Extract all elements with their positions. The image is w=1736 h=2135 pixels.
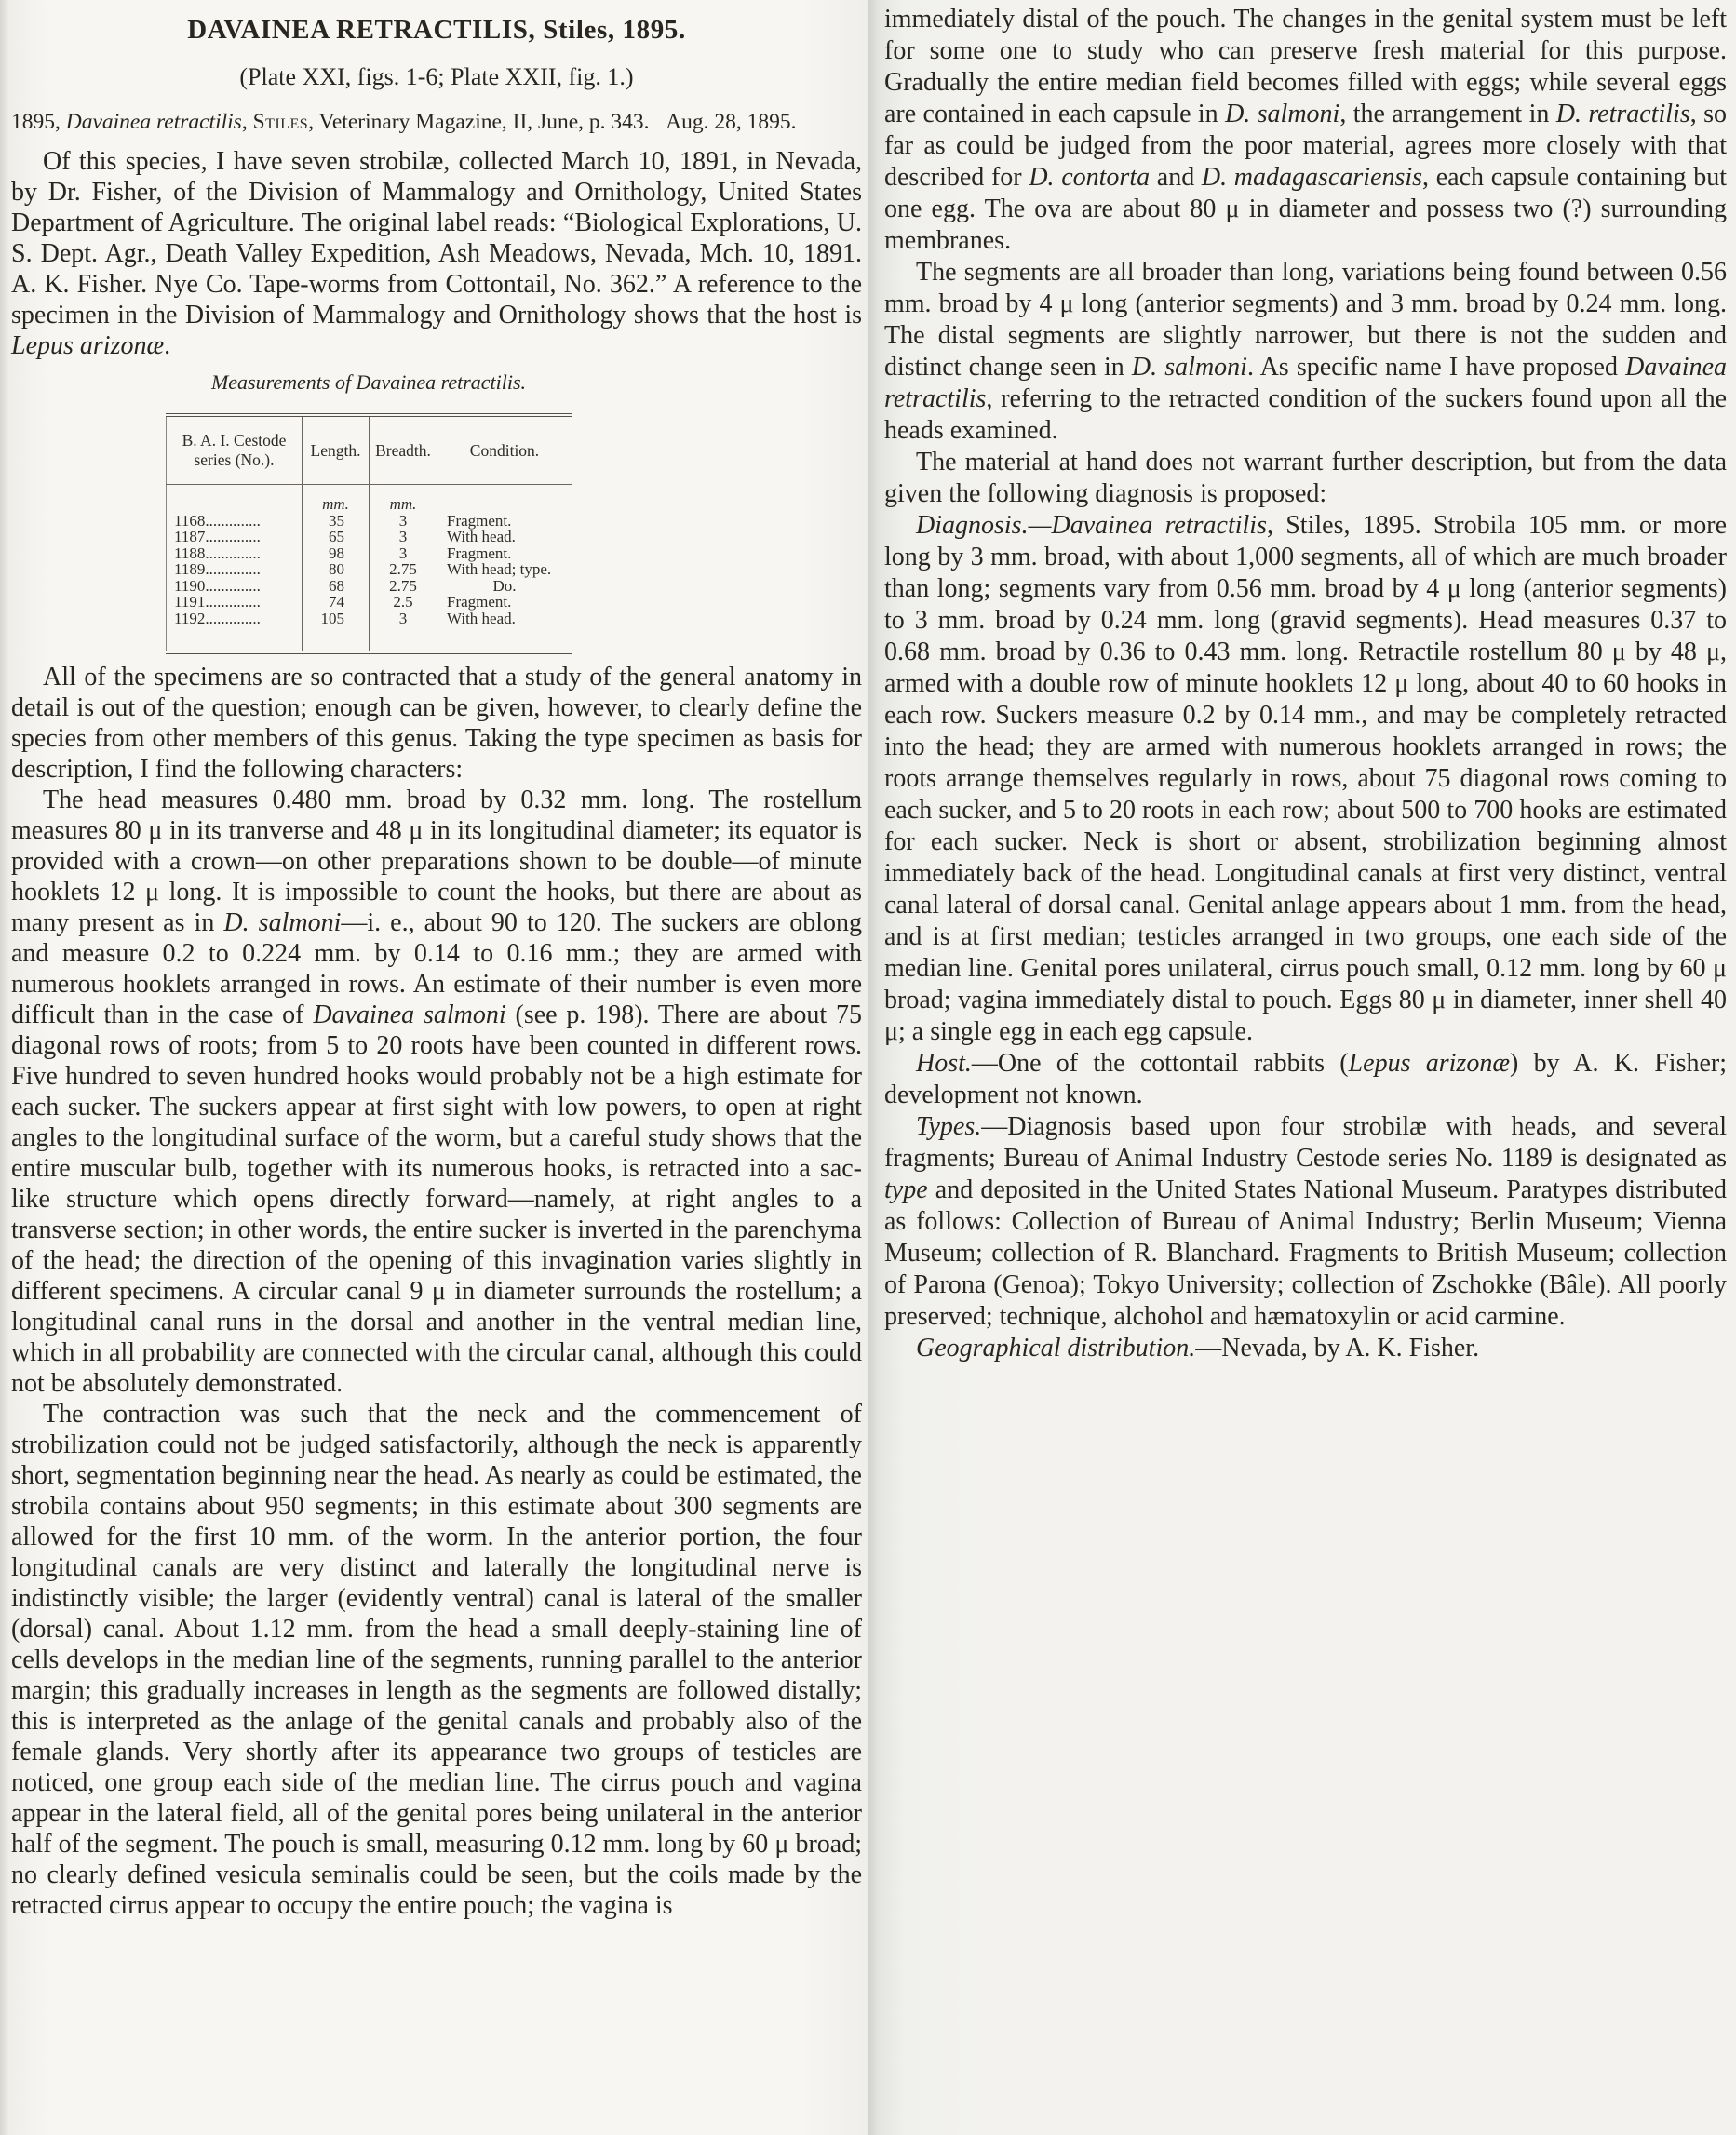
table-cell: 35 bbox=[303, 513, 370, 530]
table-cell: With head; type. bbox=[437, 561, 572, 578]
unit-cell: mm. bbox=[303, 485, 370, 513]
types-paragraph: Types.—Diagnosis based upon four strobilæ with heads, and several fragments; Bureau of Animal Industry Cestode series No. 1189 is designated as type and deposited in the United States National Museum. Paratypes distributed as follows: Collection of Bureau of Animal Industry; Berlin Museum; Vienna Museum; collection of R. Blanchard. Fragments to British Museum; collection of Parona (Genoa); Tokyo University; collection of Zschokke (Bâle). All poorly preserved; technique, alchohol and hæmatoxylin or acid carmine. bbox=[884, 1112, 1727, 1331]
unit-cell bbox=[167, 485, 303, 513]
head-description-paragraph: The head measures 0.480 mm. broad by 0.32 mm. long. The rostellum measures 80 μ in its tranverse and 48 μ in its longitudinal diameter; its equator is provided with a crown—on other preparations shown to be double—of minute hooklets 12 μ long. It is impossible to count the hooks, but there are about as many present as in D. salmoni—i. e., about 90 to 120. The suckers are oblong and measure 0.2 to 0.224 mm. by 0.14 to 0.16 mm.; they are armed with numerous hooklets arranged in rows. An estimate of their number is even more difficult than in the case of Davainea salmoni (see p. 198). There are about 75 diagonal rows of roots; from 5 to 20 roots have been counted in different rows. Five hundred to seven hundred hooks would probably not be a high estimate for each sucker. The suckers appear at first sight with low powers, to open at right angles to the longitudinal surface of the worm, but a careful study shows that the entire muscular bulb, together with its numerous hooks, is retracted into a sac-like structure which opens directly forward—namely, at right angles to a transverse section; in other words, the entire sucker is inverted in the parenchyma of the head; the direction of the opening of this invagination varies slightly in different specimens. A circular canal 9 μ in diameter surrounds the rostellum; a longitudinal canal runs in the dorsal and another in the ventral median line, which in all probability are connected with the circular canal, although this could not be absolutely demonstrated. bbox=[11, 786, 863, 1398]
table-cell: 3 bbox=[370, 529, 437, 545]
table-row bbox=[167, 529, 572, 545]
table-cell: 2.5 bbox=[370, 594, 437, 611]
table-cell: 98 bbox=[303, 545, 370, 562]
table-cell: 105 bbox=[303, 611, 370, 653]
table-cell: 80 bbox=[303, 561, 370, 578]
table-cell: 3 bbox=[370, 545, 437, 562]
table-header-row bbox=[167, 415, 572, 485]
table-cell: 2.75 bbox=[370, 578, 437, 595]
table-cell: With head. bbox=[437, 611, 572, 653]
diagnosis-paragraph: Diagnosis.—Davainea retractilis, Stiles, 1895. Strobila 105 mm. or more long by 3 mm. broad, with about 1,000 segments, all of which are much broader than long; segments vary from 0.56 mm. broad by 4 μ long (anterior segments) to 3 mm. broad by 0.24 mm. long (gravid segments). Head measures 0.37 to 0.68 mm. broad by 0.36 to 0.43 mm. long. Retractile rostellum 80 μ by 48 μ, armed with a double row of minute hooklets 12 μ long, about 40 to 60 hooks in each row. Suckers measure 0.2 by 0.14 mm., and may be completely retracted into the head; they are armed with numerous hooklets arranged in rows; the roots arrange themselves regularly in rows, about 75 diagonal rows coming to each sucker, and 5 to 20 roots in each row; about 500 to 700 hooks are estimated for each sucker. Neck is short or absent, strobilization beginning almost immediately back of the head. Longitudinal canals at first very distinct, ventral canal lateral of dorsal canal. Genital anlage appears about 1 mm. from the head, and is at first median; testicles arranged in two groups, one each side of the median line. Genital pores unilateral, cirrus pouch small, 0.12 mm. long by 60 μ broad; vagina immediately distal to pouch. Eggs 80 μ in diameter, inner shell 40 μ; a single egg in each egg capsule. bbox=[884, 511, 1728, 1046]
table-row bbox=[167, 545, 572, 562]
table-cell: Fragment. bbox=[437, 513, 572, 530]
table-column-header: Breadth. bbox=[370, 415, 437, 485]
table-cell: 1168.............. bbox=[174, 511, 261, 530]
table-cell: 1192.............. bbox=[174, 609, 261, 627]
specimens-paragraph: All of the specimens are so contracted that a study of the general anatomy in detail is out of the question; enough can be given, however, to clearly define the species from other members of this genus. Taking the type specimen as basis for description, I find the following characters: bbox=[11, 663, 862, 784]
table-cell: 3 bbox=[370, 513, 437, 530]
table-row bbox=[167, 513, 572, 530]
intro-paragraph: Of this species, I have seven strobilæ, collected March 10, 1891, in Nevada, by Dr. Fisher, of the Division of Mammalogy and Ornithology, United States Department of Agriculture. The original label reads: “Biological Explorations, U. S. Dept. Agr., Death Valley Expedition, Ash Meadows, Nevada, Mch. 10, 1891. A. K. Fisher. Nye Co. Tape-worms from Cottontail, No. 362.” A reference to the specimen in the Division of Mammalogy and Ornithology shows that the host is Lepus arizonæ. bbox=[11, 147, 862, 360]
table-body bbox=[167, 485, 572, 653]
table-cell: 74 bbox=[303, 594, 370, 611]
table-cell: 1189.............. bbox=[174, 560, 261, 578]
right-page-column bbox=[868, 0, 1736, 2135]
table-column-header: Condition. bbox=[437, 415, 572, 485]
measurements-table bbox=[166, 413, 572, 654]
table-cell: Fragment. bbox=[437, 545, 572, 562]
table-column-header: Length. bbox=[303, 415, 370, 485]
table-cell: 2.75 bbox=[370, 561, 437, 578]
table-cell: 3 bbox=[370, 611, 437, 653]
table-row bbox=[167, 611, 572, 653]
unit-cell bbox=[437, 485, 572, 513]
synonymy-citation-line: 1895, Davainea retractilis, Stiles, Veterinary Magazine, II, June, p. 343. Aug. 28, 1895. bbox=[11, 110, 797, 134]
measurements-table-block bbox=[166, 370, 572, 654]
table-column-header: B. A. I. Cestode series (No.). bbox=[167, 415, 303, 485]
host-paragraph: Host.—One of the cottontail rabbits (Lepus arizonæ) by A. K. Fisher; development not known. bbox=[884, 1049, 1728, 1109]
table-caption: Measurements of Davainea retractilis. bbox=[210, 370, 527, 394]
continuation-paragraph: immediately distal of the pouch. The changes in the genital system must be left for some one to study who can preserve fresh material for this purpose. Gradually the entire median field becomes filled with eggs; while several eggs are contained in each capsule in D. salmoni, the arrangement in D. retractilis, so far as could be judged from the poor material, agrees more closely with that described for D. contorta and D. madagascariensis, each capsule containing but one egg. The ova are about 80 μ in diameter and possess two (?) surrounding membranes. bbox=[884, 5, 1728, 255]
table-cell: 1187.............. bbox=[174, 528, 261, 545]
table-cell: 1188.............. bbox=[174, 544, 261, 562]
table-row bbox=[167, 561, 572, 578]
unit-cell: mm. bbox=[370, 485, 437, 513]
table-cell: 1190.............. bbox=[174, 576, 261, 595]
species-heading: DAVAINEA RETRACTILIS, Stiles, 1895. bbox=[187, 15, 686, 45]
material-paragraph: The material at hand does not warrant further description, but from the data given the following diagnosis is proposed: bbox=[884, 448, 1727, 508]
table-cell: 65 bbox=[303, 529, 370, 545]
contraction-paragraph: The contraction was such that the neck and the commencement of strobilization could not be judged satisfactorily, although the neck is apparently short, segmentation beginning near the head. As nearly as could be estimated, the strobila contains about 950 segments; in this estimate about 300 segments are allowed for the first 10 mm. of the worm. In the anterior portion, the four longitudinal canals are very distinct and laterally the longitudinal nerve is indistinctly visible; the larger (evidently ventral) canal is lateral of the smaller (dorsal) canal. About 1.12 mm. from the head a small deeply-staining line of cells develops in the median line of the segments, running parallel to the anterior margin; this gradually increases in length as the segments are followed distally; this is interpreted as the anlage of the genital canals and probably also of the female glands. Very shortly after its appearance two groups of testicles are noticed, one group each side of the median line. The cirrus pouch and vagina appear in the lateral field, all of the genital pores being unilateral in the anterior half of the segment. The pouch is small, measuring 0.12 mm. long by 60 μ broad; no clearly defined vesicula seminalis could be seen, but the coils made by the retracted cirrus appear to occupy the entire pouch; the vagina is bbox=[11, 1400, 862, 1920]
table-cell: 1191.............. bbox=[174, 593, 261, 611]
table-cell: Fragment. bbox=[437, 594, 572, 611]
geographical-distribution-paragraph: Geographical distribution.—Nevada, by A. K. Fisher. bbox=[916, 1334, 1480, 1363]
table-row bbox=[167, 594, 572, 611]
table-units-row bbox=[167, 485, 572, 513]
segments-paragraph: The segments are all broader than long, variations being found between 0.56 mm. broad by 4 μ long (anterior segments) and 3 mm. broad by 0.24 mm. long. The distal segments are slightly narrower, but there is not the sudden and distinct change seen in D. salmoni. As specific name I have proposed Davainea retractilis, referring to the retracted condition of the suckers found upon all the heads examined. bbox=[884, 258, 1727, 445]
table-cell: 68 bbox=[303, 578, 370, 595]
table-cell: With head. bbox=[437, 529, 572, 545]
table-row bbox=[167, 578, 572, 595]
plate-reference-line: (Plate XXI, figs. 1-6; Plate XXII, fig. 1.) bbox=[239, 63, 634, 90]
table-cell: Do. bbox=[437, 578, 572, 595]
